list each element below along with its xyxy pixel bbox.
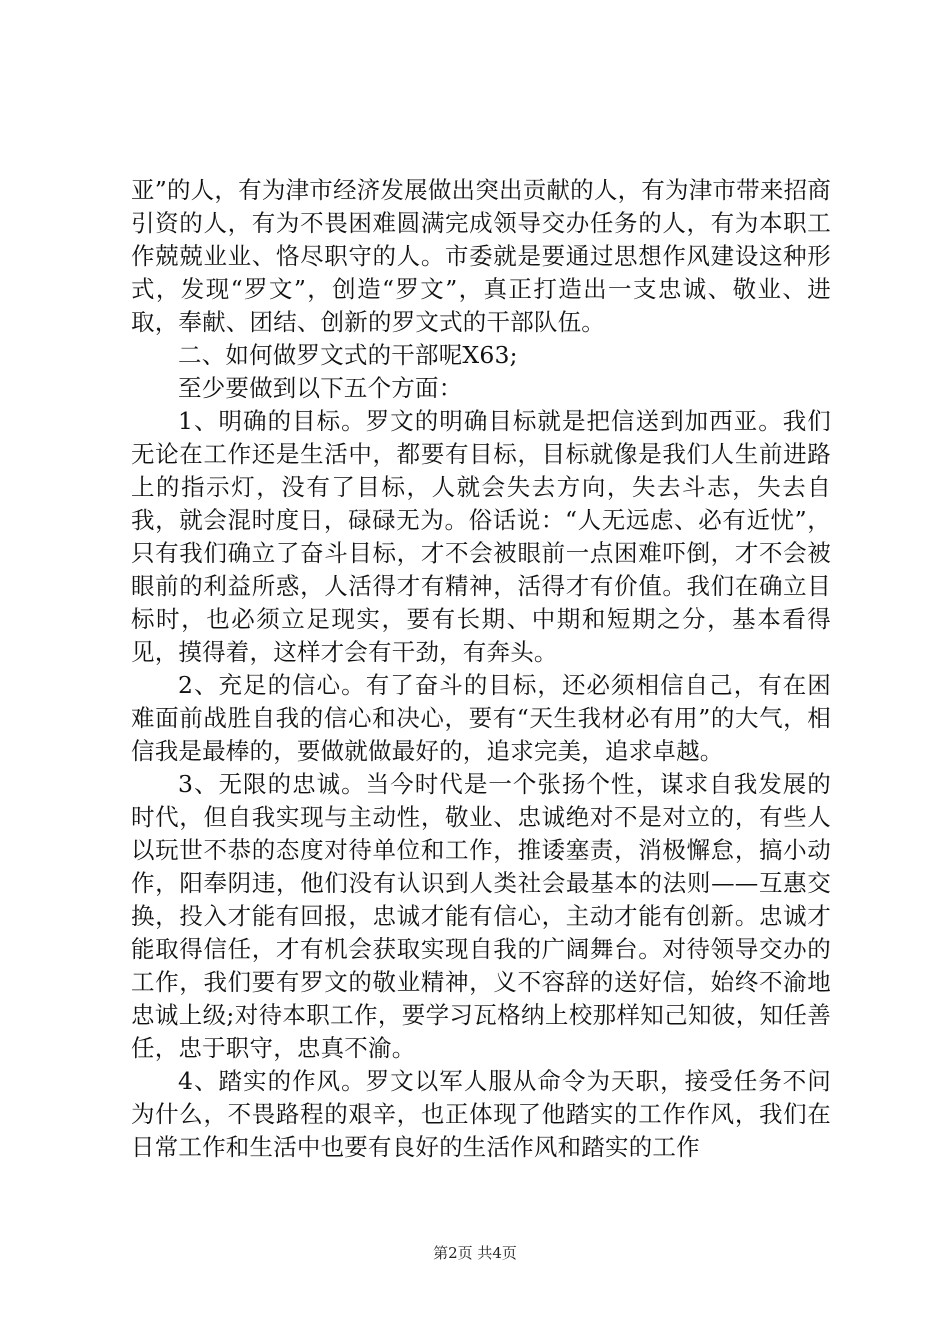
page-number: 第2页 共4页 xyxy=(433,1244,517,1262)
paragraph-point-2: 2、充足的信心。有了奋斗的目标，还必须相信自己，有在困难面前战胜自我的信心和决心，要有“天生我材必有用”的大气，相信我是最棒的，要做就做最好的，追求完美，追求卓越。 xyxy=(131,671,831,765)
paragraph-point-4: 4、踏实的作风。罗文以军人服从命令为天职，接受任务不问为什么，不畏路程的艰辛，也正体现了他踏实的工作作风，我们在日常工作和生活中也要有良好的生活作风和踏实的工作 xyxy=(131,1067,831,1161)
document-body xyxy=(131,174,831,1164)
section-heading: 二、如何做罗文式的干部呢X63; xyxy=(178,341,518,369)
paragraph-continuation: 亚”的人，有为津市经济发展做出突出贡献的人，有为津市带来招商引资的人，有为不畏困难圆满完成领导交办任务的人，有为本职工作兢兢业业、恪尽职守的人。市委就是要通过思想作风建设这种形式，发现“罗文”，创造“罗文”，真正打造出一支忠诚、敬业、进取，奉献、团结、创新的罗文式的干部队伍。 xyxy=(131,176,831,336)
paragraph-point-1: 1、明确的目标。罗文的明确目标就是把信送到加西亚。我们无论在工作还是生活中，都要有目标，目标就像是我们人生前进路上的指示灯，没有了目标，人就会失去方向，失去斗志，失去自我，就会混时度日，碌碌无为。俗话说：“人无远虑、必有近忧”，只有我们确立了奋斗目标，才不会被眼前一点困难吓倒，才不会被眼前的利益所惑，人活得才有精神，活得才有价值。我们在确立目标时，也必须立足现实，要有长期、中期和短期之分，基本看得见，摸得着，这样才会有干劲，有奔头。 xyxy=(131,407,831,666)
paragraph-intro: 至少要做到以下五个方面： xyxy=(178,374,463,402)
paragraph-point-3: 3、无限的忠诚。当今时代是一个张扬个性，谋求自我发展的时代，但自我实现与主动性，敬业、忠诚绝对不是对立的，有些人以玩世不恭的态度对待单位和工作，推诿塞责，消极懈怠，搞小动作，阳奉阴违，他们没有认识到人类社会最基本的法则——互惠交换，投入才能有回报，忠诚才能有信心，主动才能有创新。忠诚才能取得信任，才有机会获取实现自我的广阔舞台。对待领导交办的工作，我们要有罗文的敬业精神，义不容辞的送好信，始终不渝地忠诚上级;对待本职工作，要学习瓦格纳上校那样知己知彼，知任善任，忠于职守，忠真不渝。 xyxy=(131,770,831,1062)
page-footer xyxy=(0,1243,950,1263)
